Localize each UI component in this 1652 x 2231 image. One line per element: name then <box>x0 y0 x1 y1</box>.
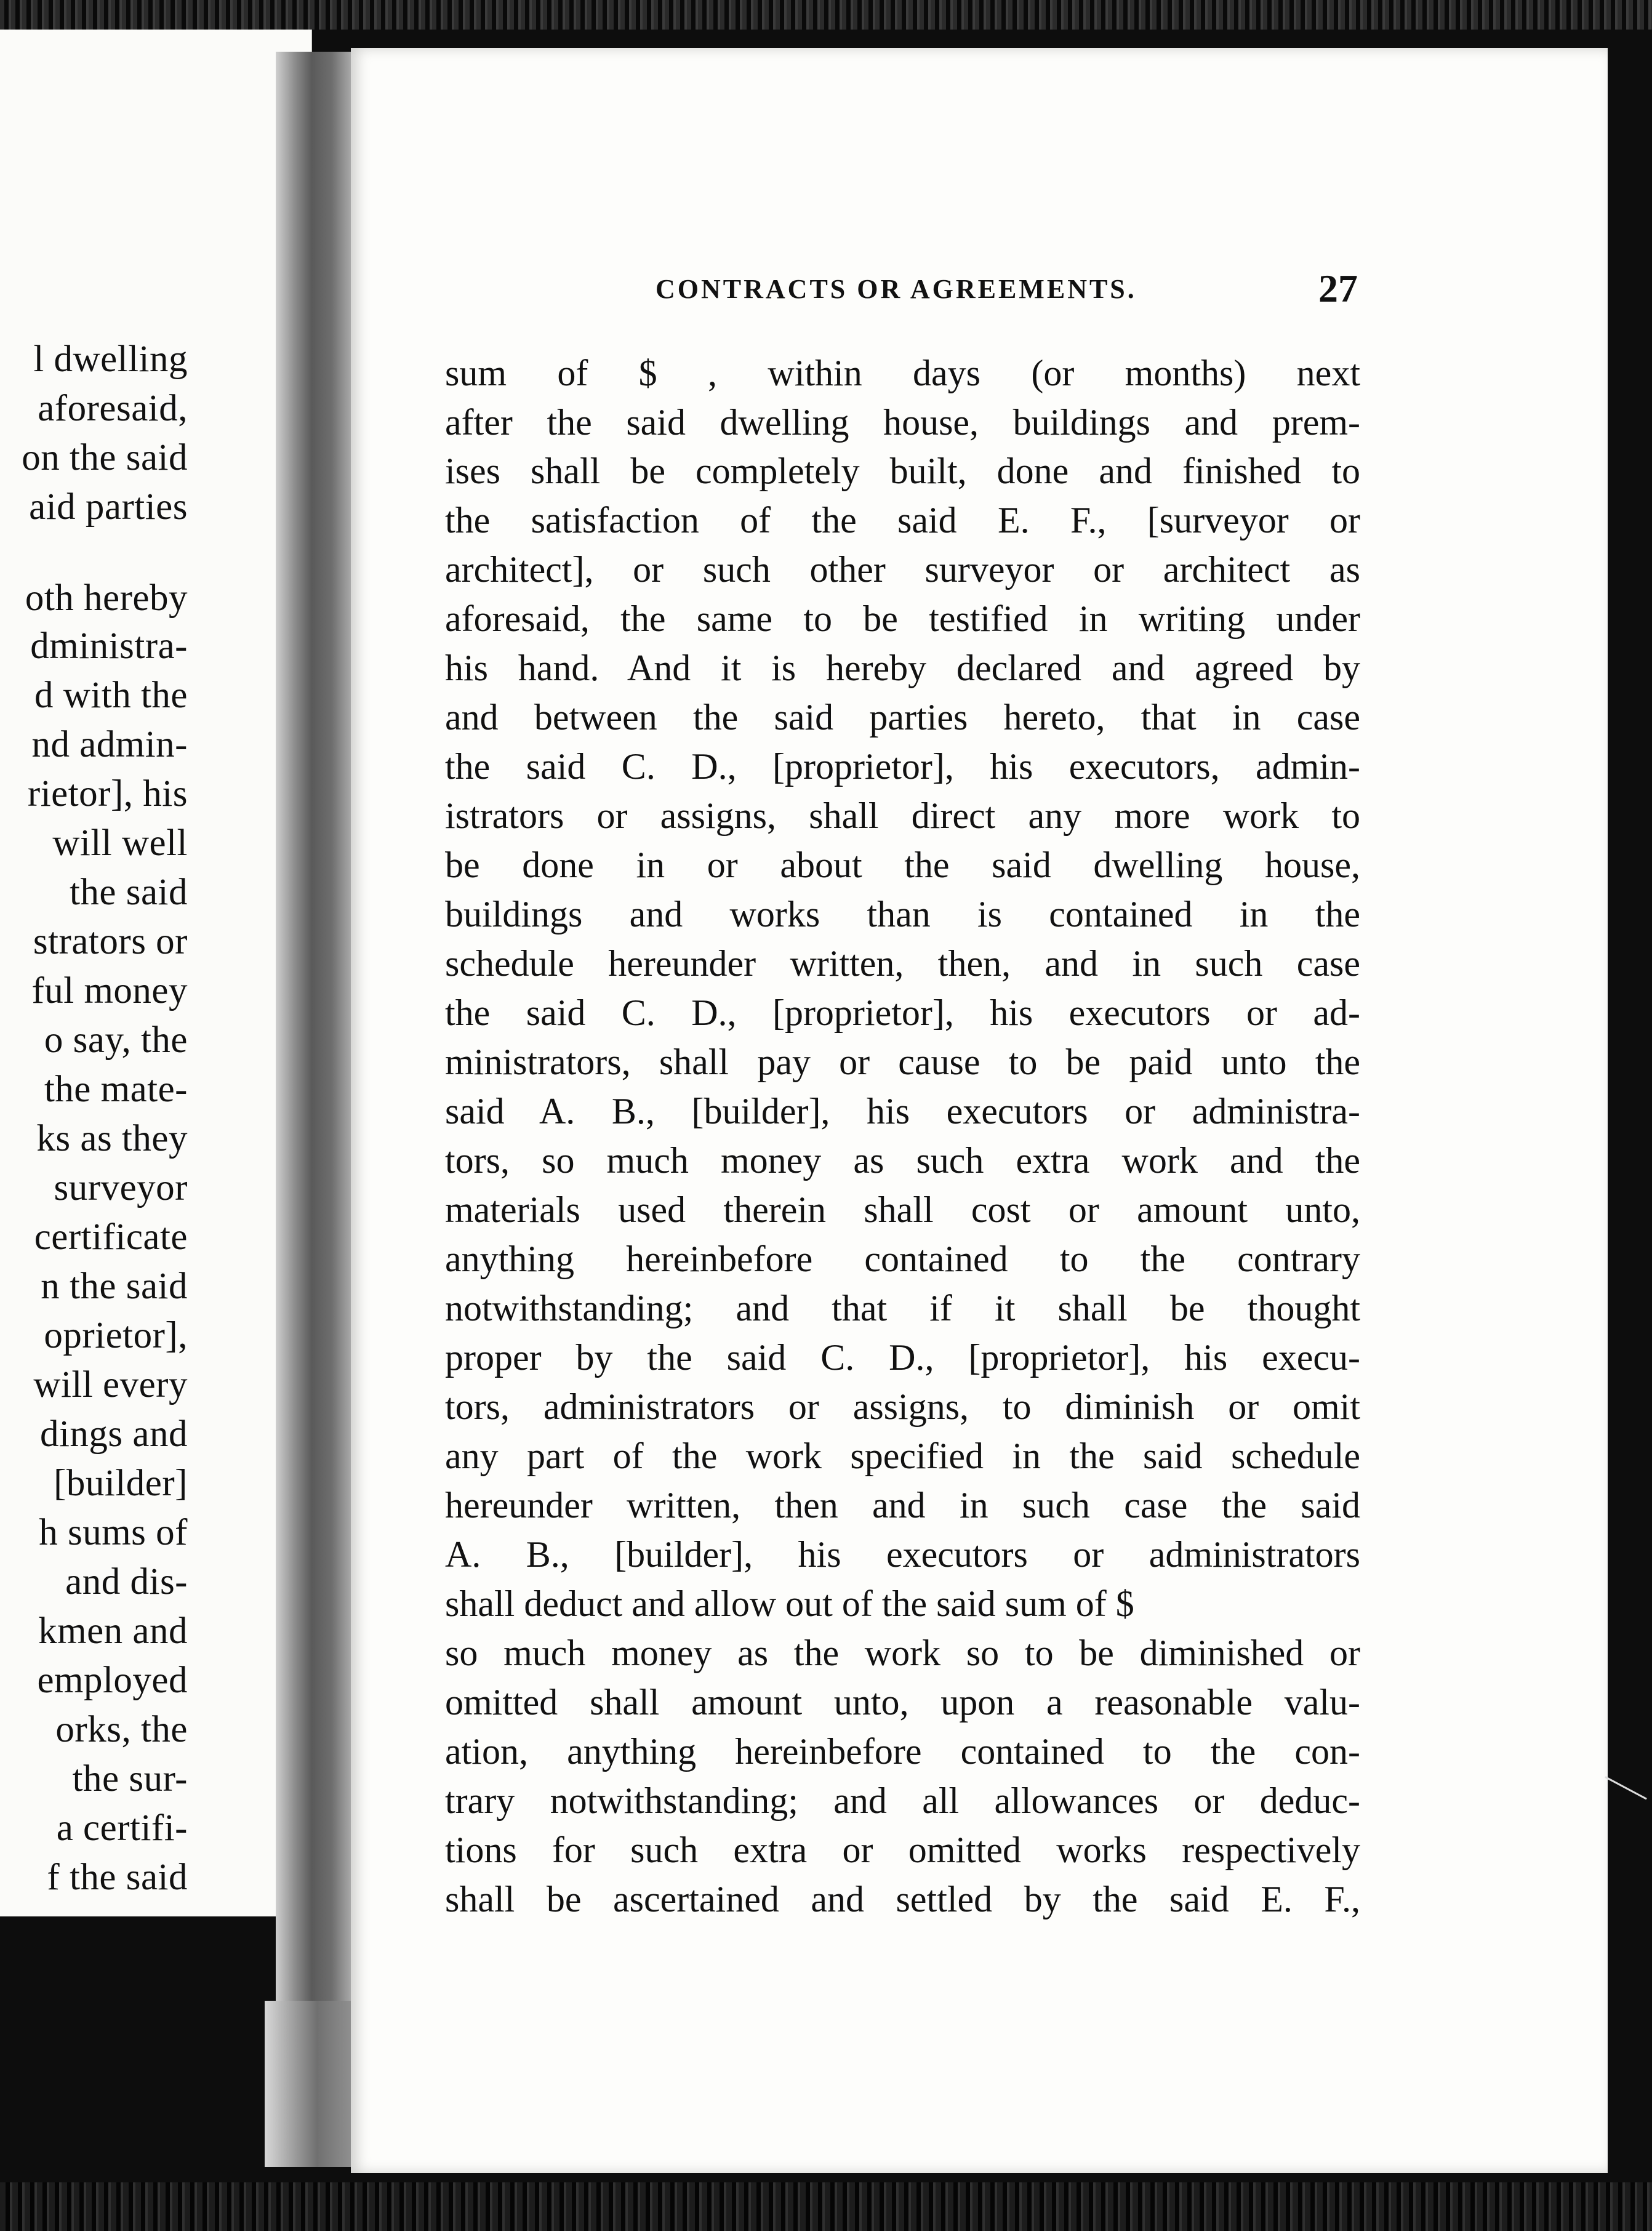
body-line: said A. B., [builder], his executors or administra- <box>445 1091 1360 1132</box>
left-page-line: f the said <box>47 1857 188 1898</box>
body-line: tors, so much money as such extra work and the <box>445 1140 1360 1181</box>
left-page-line: strators or <box>33 921 188 962</box>
left-page-line: ful money <box>31 970 188 1011</box>
body-line: the said C. D., [proprietor], his executors, admin- <box>445 746 1360 787</box>
left-page-line: employed <box>37 1660 188 1701</box>
left-page-line: the said <box>69 872 188 913</box>
left-page-line: and dis- <box>65 1561 188 1602</box>
body-line: proper by the said C. D., [proprietor], his execu- <box>445 1337 1360 1378</box>
left-page-line: surveyor <box>54 1167 188 1208</box>
body-line: after the said dwelling house, buildings and prem- <box>445 402 1360 443</box>
body-line: the satisfaction of the said E. F., [surveyor or <box>445 500 1360 541</box>
body-line: ation, anything hereinbefore contained to the con- <box>445 1731 1360 1772</box>
left-page-line: h sums of <box>39 1512 188 1553</box>
body-line: ministrators, shall pay or cause to be paid unto the <box>445 1042 1360 1082</box>
body-line: shall deduct and allow out of the said sum of $ <box>445 1583 1134 1624</box>
left-page-line: nd admin- <box>31 724 188 765</box>
page-number: 27 <box>1318 267 1358 310</box>
body-line: his hand. And it is hereby declared and agreed by <box>445 648 1360 688</box>
left-page-line: rietor], his <box>27 773 188 814</box>
left-page-line: oth hereby <box>25 577 188 619</box>
body-line: and between the said parties hereto, that in case <box>445 697 1360 738</box>
left-page-line: aforesaid, <box>38 388 188 429</box>
left-page-line: on the said <box>22 437 188 478</box>
scan-bottom-edge <box>0 2182 1652 2231</box>
body-line: anything hereinbefore contained to the contrary <box>445 1239 1360 1279</box>
body-line: hereunder written, then and in such case the said <box>445 1485 1360 1526</box>
body-line: shall be ascertained and settled by the said E. F., <box>445 1879 1360 1919</box>
left-page-line: dings and <box>39 1413 188 1455</box>
left-page-line: d with the <box>34 675 188 716</box>
left-page-line: oprietor], <box>44 1315 188 1356</box>
running-head: CONTRACTS OR AGREEMENTS. <box>656 274 1137 304</box>
body-line: notwithstanding; and that if it shall be thought <box>445 1288 1360 1329</box>
left-page-line: the sur- <box>72 1758 188 1799</box>
left-page-line: aid parties <box>29 486 188 528</box>
body-line: A. B., [builder], his executors or administrators <box>445 1534 1360 1575</box>
body-line: istrators or assigns, shall direct any more work to <box>445 795 1360 836</box>
body-line: sum of $ , within days (or months) next <box>445 353 1360 393</box>
left-page-line: ks as they <box>36 1118 188 1159</box>
left-page-line: n the said <box>41 1266 188 1307</box>
body-line: buildings and works than is contained in the <box>445 894 1360 935</box>
body-line: omitted shall amount unto, upon a reasonable valu- <box>445 1682 1360 1722</box>
body-line: the said C. D., [proprietor], his executors or ad- <box>445 992 1360 1033</box>
left-page-line: l dwelling <box>33 339 188 380</box>
left-page-line: will every <box>33 1364 188 1405</box>
body-line: be done in or about the said dwelling house, <box>445 845 1360 885</box>
left-page-line: the mate- <box>44 1069 188 1110</box>
scan-mark <box>1605 1776 1647 1799</box>
left-page-line: orks, the <box>55 1709 188 1750</box>
body-line: so much money as the work so to be diminished or <box>445 1633 1360 1673</box>
body-line: schedule hereunder written, then, and in such case <box>445 943 1360 984</box>
left-page-line: dministra- <box>30 625 188 667</box>
book-gutter-shadow <box>276 52 356 2157</box>
body-line: tors, administrators or assigns, to diminish or omit <box>445 1386 1360 1427</box>
body-line: tions for such extra or omitted works respectively <box>445 1830 1360 1870</box>
body-line: materials used therein shall cost or amount unto, <box>445 1189 1360 1230</box>
body-line: any part of the work specified in the said schedule <box>445 1436 1360 1476</box>
scan-top-edge <box>0 0 1652 30</box>
body-line: aforesaid, the same to be testified in writing under <box>445 598 1360 639</box>
left-page-line: certificate <box>34 1216 188 1258</box>
left-page-line: a certifi- <box>56 1807 188 1849</box>
left-page-line: o say, the <box>44 1019 188 1061</box>
left-page-line: will well <box>52 822 188 864</box>
left-page-line: kmen and <box>38 1610 188 1652</box>
left-page-line: [builder] <box>54 1463 188 1504</box>
body-line: architect], or such other surveyor or architect as <box>445 549 1360 590</box>
left-page <box>0 30 312 1916</box>
body-line: ises shall be completely built, done and finished to <box>445 451 1360 491</box>
body-line: trary notwithstanding; and all allowances or deduc- <box>445 1780 1360 1821</box>
